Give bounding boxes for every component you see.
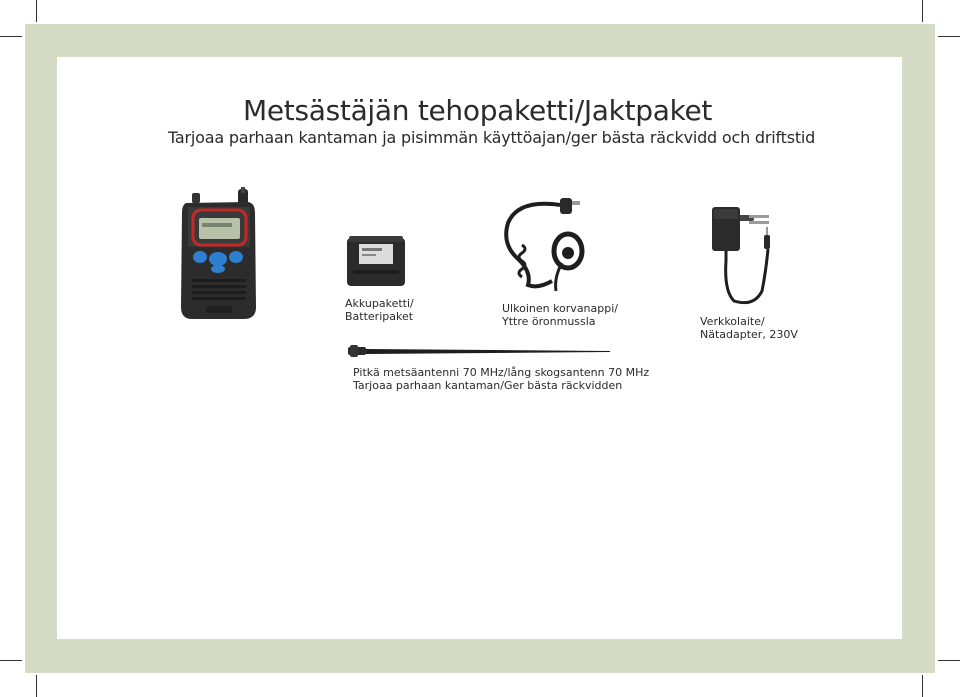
page-title: Metsästäjän tehopaketti/Jaktpaket bbox=[243, 94, 713, 127]
two-way-radio-icon bbox=[178, 187, 260, 321]
antenna-caption-line: Tarjoaa parhaan kantaman/Ger bästa räckvidden bbox=[353, 379, 623, 392]
earpiece-caption-line: Ulkoinen korvanappi/ bbox=[502, 302, 618, 315]
crop-mark bbox=[0, 660, 22, 661]
power-adapter-icon bbox=[704, 201, 788, 309]
antenna-icon bbox=[348, 343, 612, 357]
earpiece-caption bbox=[502, 302, 618, 328]
crop-mark bbox=[938, 36, 960, 37]
crop-mark bbox=[938, 660, 960, 661]
earpiece-icon bbox=[498, 193, 610, 297]
page-subtitle: Tarjoaa parhaan kantaman ja pisimmän käyttöajan/ger bästa räckvidd och driftstid bbox=[168, 128, 816, 147]
earpiece-caption-line: Yttre öronmussla bbox=[502, 315, 596, 328]
antenna-caption bbox=[353, 366, 649, 392]
crop-mark bbox=[36, 675, 37, 697]
adapter-caption-line: Verkkolaite/ bbox=[700, 315, 765, 328]
battery-caption-line: Batteripaket bbox=[345, 310, 414, 323]
crop-mark bbox=[36, 0, 37, 22]
battery-caption-line: Akkupaketti/ bbox=[345, 297, 414, 310]
adapter-caption bbox=[700, 315, 798, 341]
battery-caption bbox=[345, 297, 414, 323]
battery-pack-icon bbox=[345, 234, 407, 288]
crop-mark bbox=[922, 675, 923, 697]
crop-mark bbox=[0, 36, 22, 37]
adapter-caption-line: Nätadapter, 230V bbox=[700, 328, 798, 341]
antenna-caption-line: Pitkä metsäantenni 70 MHz/lång skogsantenn 70 MHz bbox=[353, 366, 650, 379]
crop-mark bbox=[922, 0, 923, 22]
